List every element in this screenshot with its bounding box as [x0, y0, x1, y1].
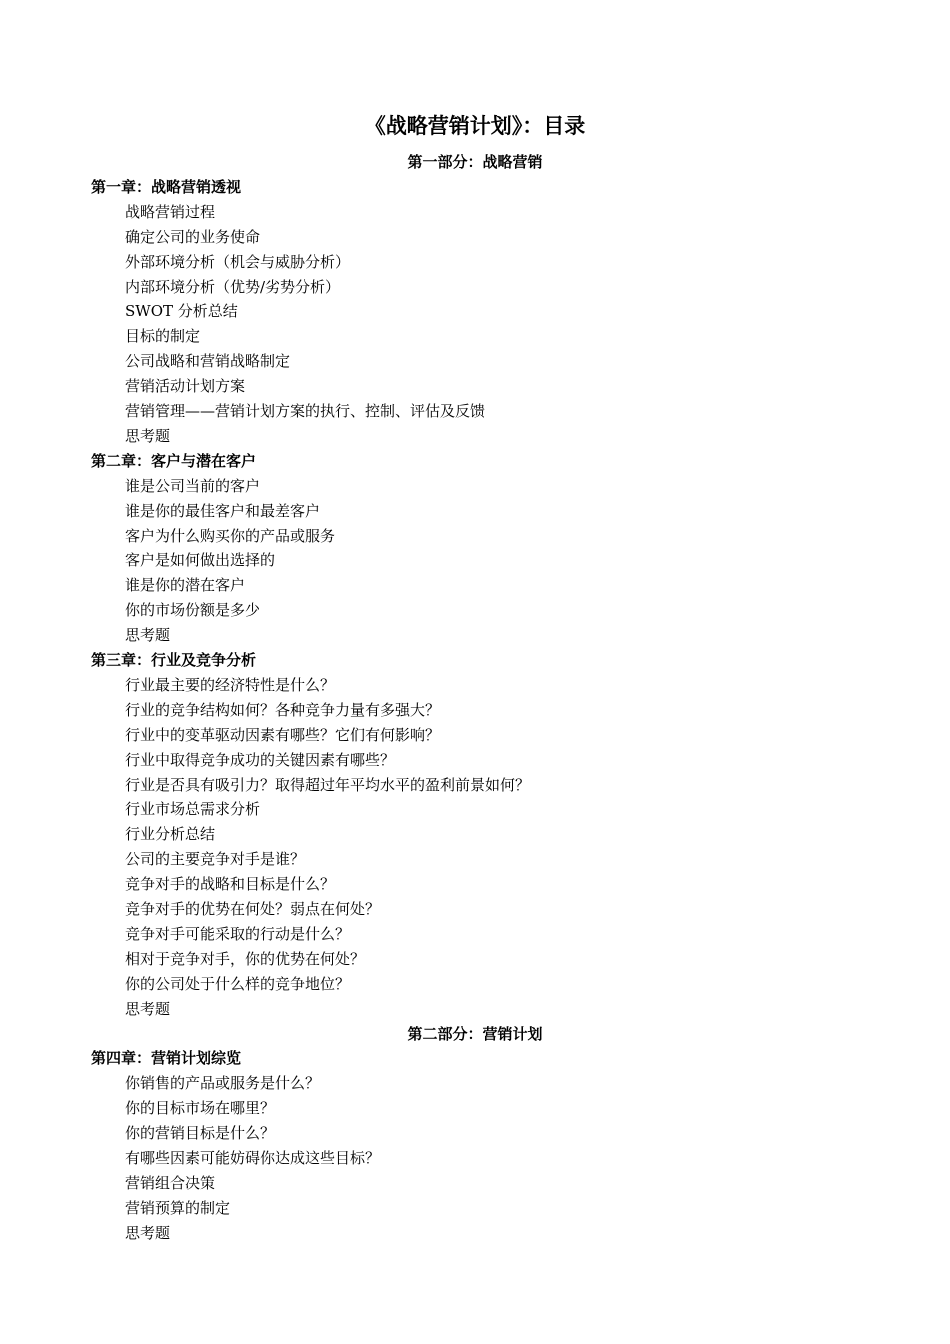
part-heading: 第二部分：营销计划	[407, 1024, 543, 1043]
toc-item: 行业最主要的经济特性是什么？	[125, 675, 336, 694]
toc-item: 行业是否具有吸引力？取得超过年平均水平的盈利前景如何？	[125, 775, 531, 794]
toc-item: 客户是如何做出选择的	[125, 551, 276, 570]
toc-item: 内部环境分析（优势/劣势分析）	[125, 277, 341, 296]
toc-item: 有哪些因素可能妨碍你达成这些目标？	[125, 1149, 381, 1167]
toc-item: 谁是你的最佳客户和最差客户	[125, 501, 321, 520]
toc-item: 行业分析总结	[125, 825, 216, 844]
toc-item: 公司的主要竞争对手是谁？	[125, 850, 306, 869]
part-heading: 第一部分：战略营销	[407, 153, 543, 171]
chapter-heading: 第二章：客户与潜在客户	[91, 451, 257, 470]
chapter-heading: 第四章：营销计划综览	[91, 1049, 242, 1068]
toc-item: 战略营销过程	[125, 202, 216, 221]
toc-item: 思考题	[125, 626, 171, 645]
toc-item: 思考题	[125, 426, 171, 445]
toc-item: 行业中的变革驱动因素有哪些？它们有何影响？	[125, 725, 441, 744]
toc-item: 竞争对手可能采取的行动是什么？	[125, 924, 351, 943]
toc-item: 你的目标市场在哪里？	[125, 1099, 276, 1118]
toc-item: 竞争对手的优势在何处？弱点在何处？	[125, 900, 381, 918]
toc-item: 思考题	[125, 1223, 171, 1242]
toc-item: 行业中取得竞争成功的关键因素有哪些？	[125, 750, 396, 769]
toc-item: 外部环境分析（机会与威胁分析）	[125, 252, 351, 271]
toc-item: 你的营销目标是什么？	[125, 1124, 276, 1143]
toc-item: 相对于竞争对手，你的优势在何处？	[125, 949, 366, 968]
toc-item: 营销预算的制定	[125, 1198, 231, 1217]
toc-item: 竞争对手的战略和目标是什么？	[125, 875, 336, 894]
toc-item: 公司战略和营销战略制定	[125, 352, 291, 371]
chapter-heading: 第三章：行业及竞争分析	[91, 651, 257, 669]
toc-item: 思考题	[125, 999, 171, 1018]
chapter-heading: 第一章：战略营销透视	[91, 177, 242, 196]
document-title: 《战略营销计划》：目录	[364, 114, 586, 138]
toc-item: 客户为什么购买你的产品或服务	[125, 526, 336, 545]
toc-item: 你销售的产品或服务是什么？	[125, 1074, 321, 1093]
toc-item: 你的市场份额是多少	[125, 601, 261, 620]
toc-item: SWOT 分析总结	[125, 302, 238, 321]
toc-item: 目标的制定	[125, 327, 201, 346]
toc-item: 行业的竞争结构如何？各种竞争力量有多强大？	[125, 700, 441, 719]
toc-item: 谁是你的潜在客户	[125, 576, 246, 595]
toc-item: 营销组合决策	[125, 1173, 216, 1192]
toc-item: 确定公司的业务使命	[125, 227, 261, 246]
toc-item: 你的公司处于什么样的竞争地位？	[125, 974, 351, 993]
toc-item: 营销管理——营销计划方案的执行、控制、评估及反馈	[125, 402, 486, 420]
toc-item: 谁是公司当前的客户	[125, 476, 261, 495]
toc-item: 行业市场总需求分析	[125, 800, 261, 819]
toc-item: 营销活动计划方案	[125, 377, 246, 396]
